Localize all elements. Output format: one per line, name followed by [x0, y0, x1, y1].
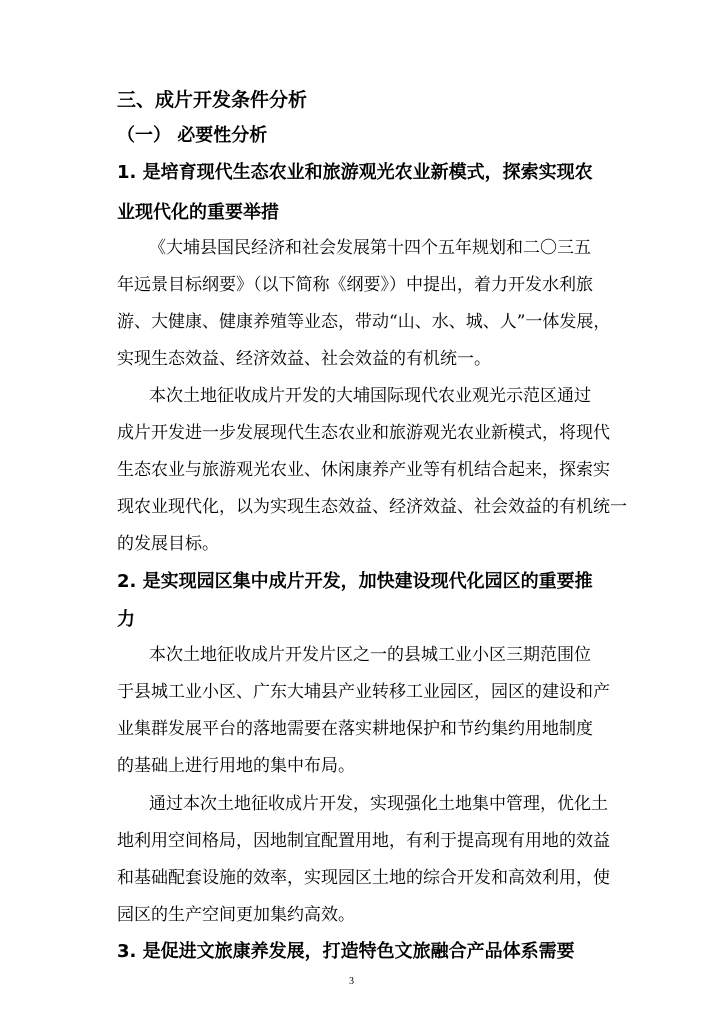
- paragraph-1-line-3: 游、大健康、健康养殖等业态，带动“山、水、城、人”一体发展，: [117, 312, 611, 332]
- paragraph-4-line-4: 园区的生产空间更加集约高效。: [117, 905, 355, 925]
- page-number: 3: [349, 976, 354, 987]
- section-title: 三、成片开发条件分析: [117, 89, 308, 111]
- paragraph-1-line-2: 年远景目标纲要》（以下简称《纲要》）中提出，着力开发水利旅: [117, 275, 593, 295]
- paragraph-3-line-1: 本次土地征收成片开发片区之一的县城工业小区三期范围位: [149, 645, 591, 665]
- heading-1-line-1: 1. 是培育现代生态农业和旅游观光农业新模式，探索实现农: [117, 162, 593, 183]
- heading-1-line-2: 业现代化的重要举措: [117, 202, 279, 223]
- paragraph-4-line-1: 通过本次土地征收成片开发，实现强化土地集中管理，优化土: [149, 794, 608, 814]
- subsection-title: （一） 必要性分析: [117, 125, 268, 146]
- heading-2-line-2: 力: [117, 609, 135, 630]
- paragraph-1-line-4: 实现生态效益、经济效益、社会效益的有机统一。: [117, 349, 491, 369]
- paragraph-3-line-2: 于县城工业小区、广东大埔县产业转移工业园区，园区的建设和产: [117, 682, 610, 702]
- heading-2-line-1: 2. 是实现园区集中成片开发，加快建设现代化园区的重要推: [117, 571, 593, 592]
- paragraph-3-line-4: 的基础上进行用地的集中布局。: [117, 756, 355, 776]
- paragraph-1-line-1: 《大埔县国民经济和社会发展第十四个五年规划和二〇三五: [149, 238, 591, 258]
- paragraph-2-line-5: 的发展目标。: [117, 534, 219, 554]
- paragraph-2-line-4: 现农业现代化，以为实现生态效益、经济效益、社会效益的有机统一: [117, 497, 627, 517]
- paragraph-2-line-1: 本次土地征收成片开发的大埔国际现代农业观光示范区通过: [149, 386, 591, 406]
- heading-3-line-1: 3. 是促进文旅康养发展，打造特色文旅融合产品体系需要: [117, 941, 575, 962]
- paragraph-2-line-3: 生态农业与旅游观光农业、休闲康养产业等有机结合起来，探索实: [117, 460, 610, 480]
- paragraph-4-line-3: 和基础配套设施的效率，实现园区土地的综合开发和高效利用，使: [117, 868, 610, 888]
- paragraph-3-line-3: 业集群发展平台的落地需要在落实耕地保护和节约集约用地制度: [117, 719, 593, 739]
- paragraph-2-line-2: 成片开发进一步发展现代生态农业和旅游观光农业新模式，将现代: [117, 423, 610, 443]
- paragraph-4-line-2: 地利用空间格局，因地制宜配置用地，有利于提高现有用地的效益: [117, 831, 610, 851]
